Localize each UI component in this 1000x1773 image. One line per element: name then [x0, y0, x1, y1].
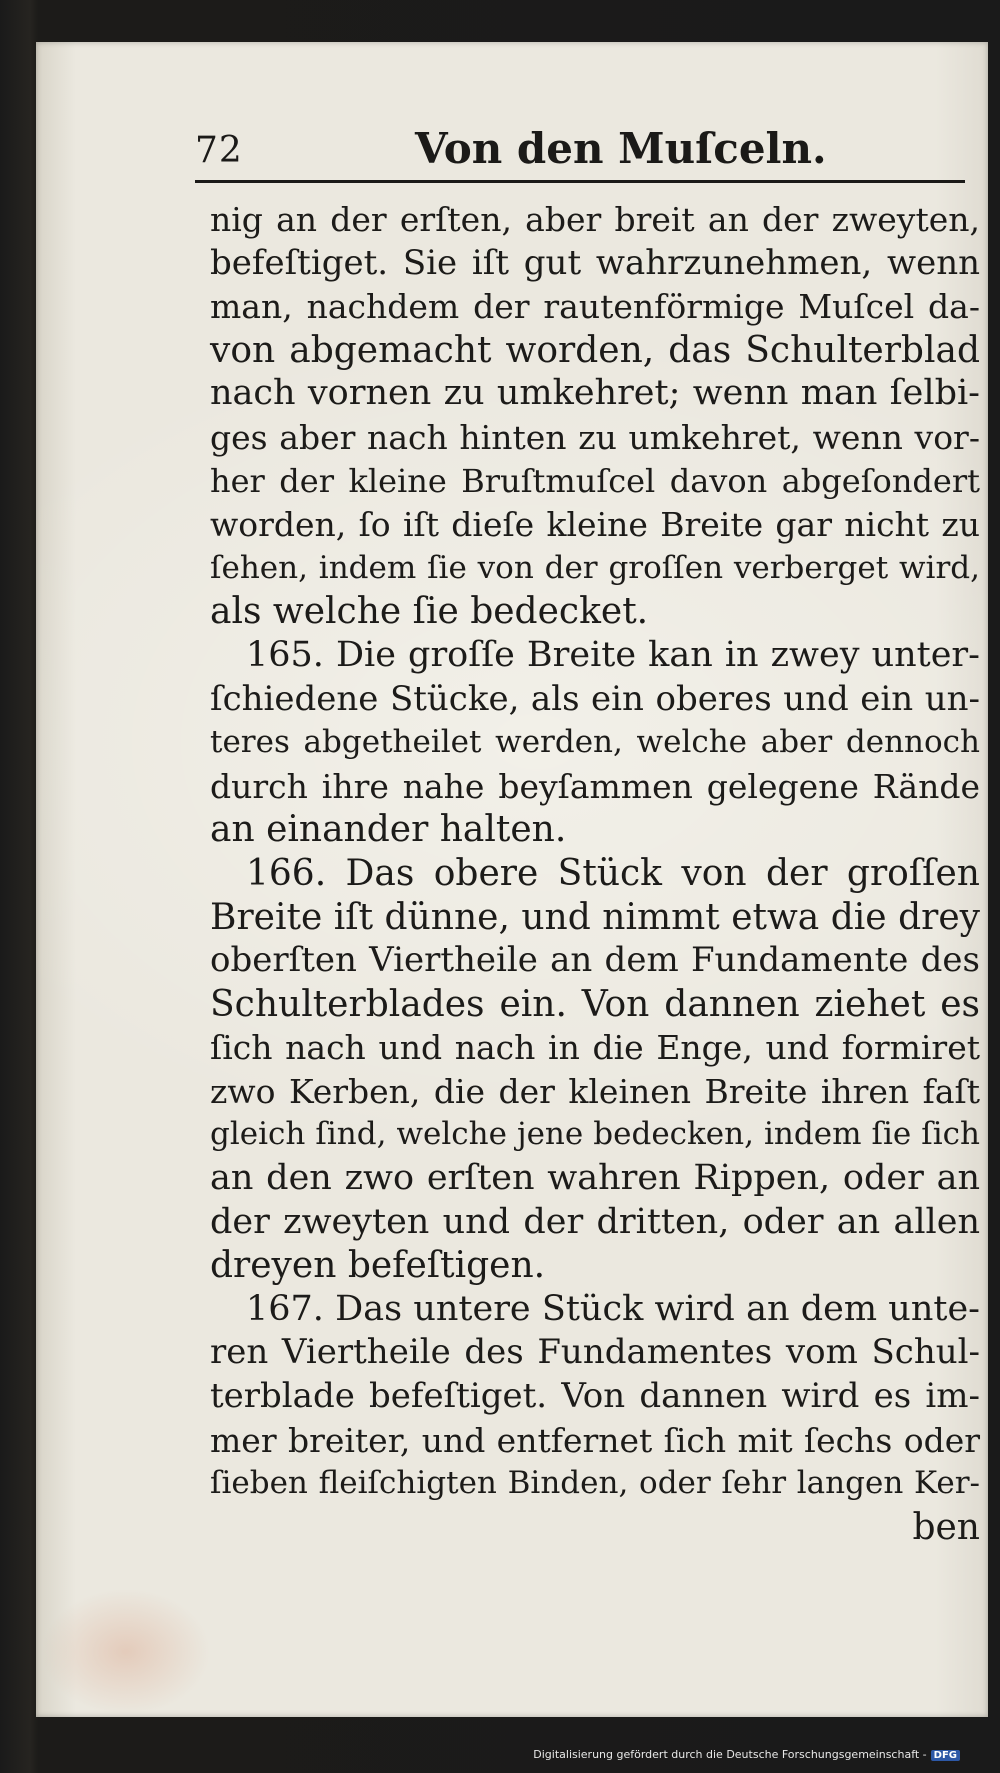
text-line: ren Viertheile des Fundamentes vom Schul-: [210, 1332, 980, 1373]
text-line: ges aber nach hinten zu umkehret, wenn vor-: [210, 417, 980, 457]
text-line: nach vornen zu umkehret; wenn man ſelbi-: [210, 373, 980, 414]
text-line: ſehen, indem ſie von der groſſen verberget wird,: [210, 549, 980, 586]
text-line: worden, ſo iſt dieſe kleine Breite gar nicht zu: [210, 505, 980, 545]
text-line: Schulterblades ein. Von dannen ziehet es: [210, 983, 980, 1025]
catchword: ben: [912, 1506, 980, 1548]
text-line: ſchiedene Stücke, als ein oberes und ein un-: [210, 678, 980, 719]
text-line: ſieben fleiſchigten Binden, oder ſehr langen Ker-: [210, 1465, 980, 1502]
text-line: zwo Kerben, die der kleinen Breite ihren faſt: [210, 1071, 980, 1111]
text-line: als welche ſie bedecket.: [210, 591, 649, 633]
text-line: nig an der erſten, aber breit an der zweyten,: [210, 200, 980, 239]
text-line: man, nachdem der rautenförmige Muſcel da-: [210, 287, 980, 327]
text-line: oberſten Viertheile an dem Fundamente des: [210, 940, 980, 981]
paragraph-165-line: 165. Die groſſe Breite kan in zwey unter-: [246, 634, 980, 675]
text-line: der zweyten und der dritten, oder an allen: [210, 1201, 980, 1242]
text-line: teres abgetheilet werden, welche aber dennoch: [210, 724, 980, 761]
text-line: terblade befeſtiget. Von dannen wird es im-: [210, 1376, 980, 1417]
paragraph-167-line: 167. Das untere Stück wird an dem unte-: [246, 1288, 980, 1329]
page-number: 72: [195, 130, 243, 171]
text-line: von abgemacht worden, das Schulterblad: [210, 329, 980, 371]
text-line: durch ihre nahe beyſammen gelegene Rände: [210, 766, 980, 806]
text-line: befeſtiget. Sie iſt gut wahrzunehmen, wenn: [210, 242, 980, 283]
text-line: an einander halten.: [210, 809, 567, 851]
text-line: her der kleine Bruſtmuſcel davon abgeſondert: [210, 461, 980, 500]
body-text: [210, 198, 980, 1549]
page-title: Von den Muſceln.: [415, 124, 827, 173]
paragraph-166-line: 166. Das obere Stück von der groſſen: [246, 852, 980, 894]
text-line: mer breiter, und entfernet ſich mit ſechs oder: [210, 1420, 980, 1460]
running-head: [195, 122, 975, 176]
text-line: ſich nach und nach in die Enge, und formiret: [210, 1028, 980, 1068]
text-line: gleich ſind, welche jene bedecken, indem ſie ſich: [210, 1116, 980, 1153]
credit-text: Digitalisierung gefördert durch die Deutsche Forschungsgemeinschaft -: [533, 1748, 927, 1761]
dfg-logo: DFG: [931, 1750, 960, 1761]
text-line: Breite iſt dünne, und nimmt etwa die drey: [210, 896, 980, 938]
header-rule: [195, 180, 965, 183]
text-line: an den zwo erſten wahren Rippen, oder an: [210, 1158, 980, 1199]
digitization-credit: [533, 1748, 960, 1761]
text-line: dreyen befeſtigen.: [210, 1245, 546, 1287]
